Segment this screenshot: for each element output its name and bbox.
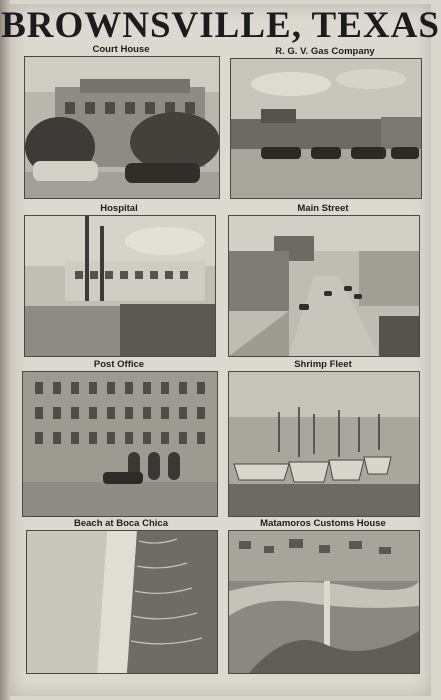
caption-hospital: Hospital: [100, 203, 138, 214]
caption-matamoros-customs: Matamoros Customs House: [260, 518, 386, 529]
caption-post-office: Post Office: [93, 359, 145, 370]
caption-shrimp-fleet: Shrimp Fleet: [294, 359, 352, 370]
caption-gas-company: R. G. V. Gas Company: [275, 46, 375, 57]
caption-court-house: Court House: [92, 44, 150, 55]
page-edge-shadow: [0, 0, 10, 700]
photo-hospital: [24, 215, 216, 357]
photo-beach-boca-chica: [26, 530, 218, 674]
photo-main-street: [228, 215, 420, 357]
photo-gas-company: [230, 58, 422, 199]
page-title: BROWNSVILLE, TEXAS: [1, 5, 440, 46]
photo-matamoros-customs: [228, 530, 420, 674]
photo-shrimp-fleet: [228, 371, 420, 517]
photo-post-office: [22, 371, 218, 517]
photo-court-house: [24, 56, 220, 199]
caption-main-street: Main Street: [297, 203, 349, 214]
caption-beach-boca-chica: Beach at Boca Chica: [74, 518, 168, 529]
